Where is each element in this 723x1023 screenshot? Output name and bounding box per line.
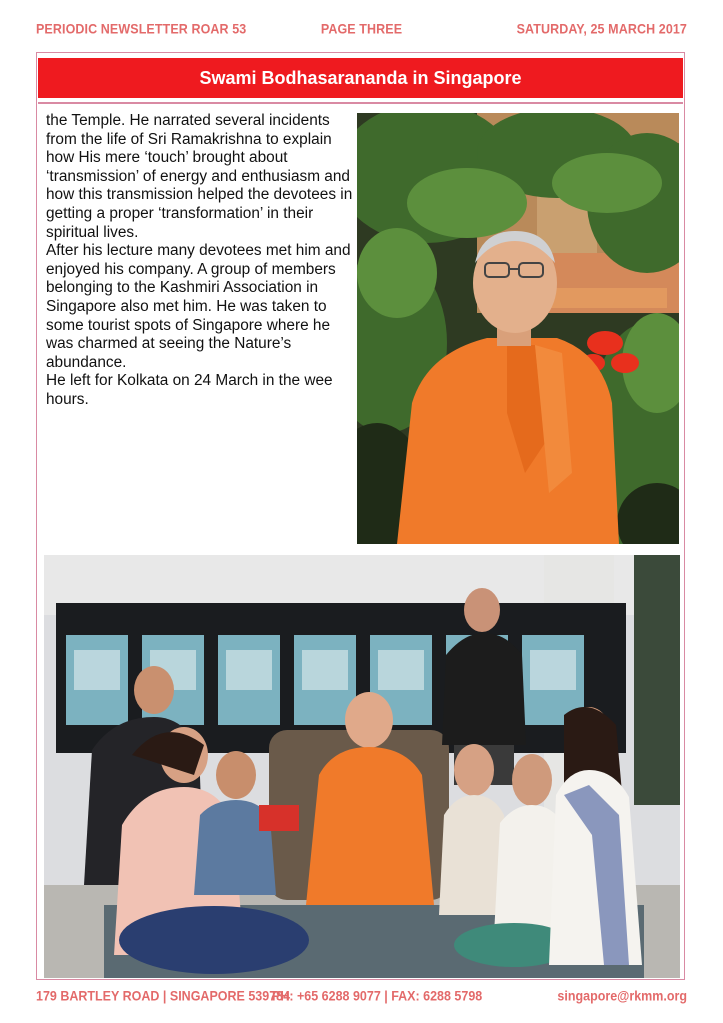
article-title: Swami Bodhasarananda in Singapore [199,68,522,88]
footer-email-link[interactable]: singapore@rkmm.org [557,988,687,1004]
article-paragraph: After his lecture many devotees met him and enjoyed his company. A group of members belonging to the Kashmiri Association in Singapore also met him. He was taken to some tourist spots of Singapore where he was charmed at seeing the Nature’s abundance. [46,242,351,371]
footer-address: 179 BARTLEY ROAD | SINGAPORE 539784 [36,988,291,1004]
footer-phone: PH: +65 6288 9077 | FAX: 6288 5798 [272,988,483,1004]
article-paragraph: He left for Kolkata on 24 March in the wee hours. [46,372,333,408]
article-banner [38,58,683,98]
newsletter-issue: PERIODIC NEWSLETTER ROAR 53 [36,21,247,37]
group-photo [44,555,680,978]
issue-date: SATURDAY, 25 MARCH 2017 [516,21,687,37]
article-paragraph: the Temple. He narrated several incidents from the life of Sri Ramakrishna to explain how His mere ‘touch’ brought about ‘transmission’ of energy and enthusiasm and how this transmission helped the devotees in getting a proper ‘transformation’ in their spiritual lives. [46,112,353,241]
article-body [46,112,356,410]
page-number-label: PAGE THREE [320,21,403,37]
swami-portrait-photo [357,113,679,544]
banner-divider [38,102,683,104]
